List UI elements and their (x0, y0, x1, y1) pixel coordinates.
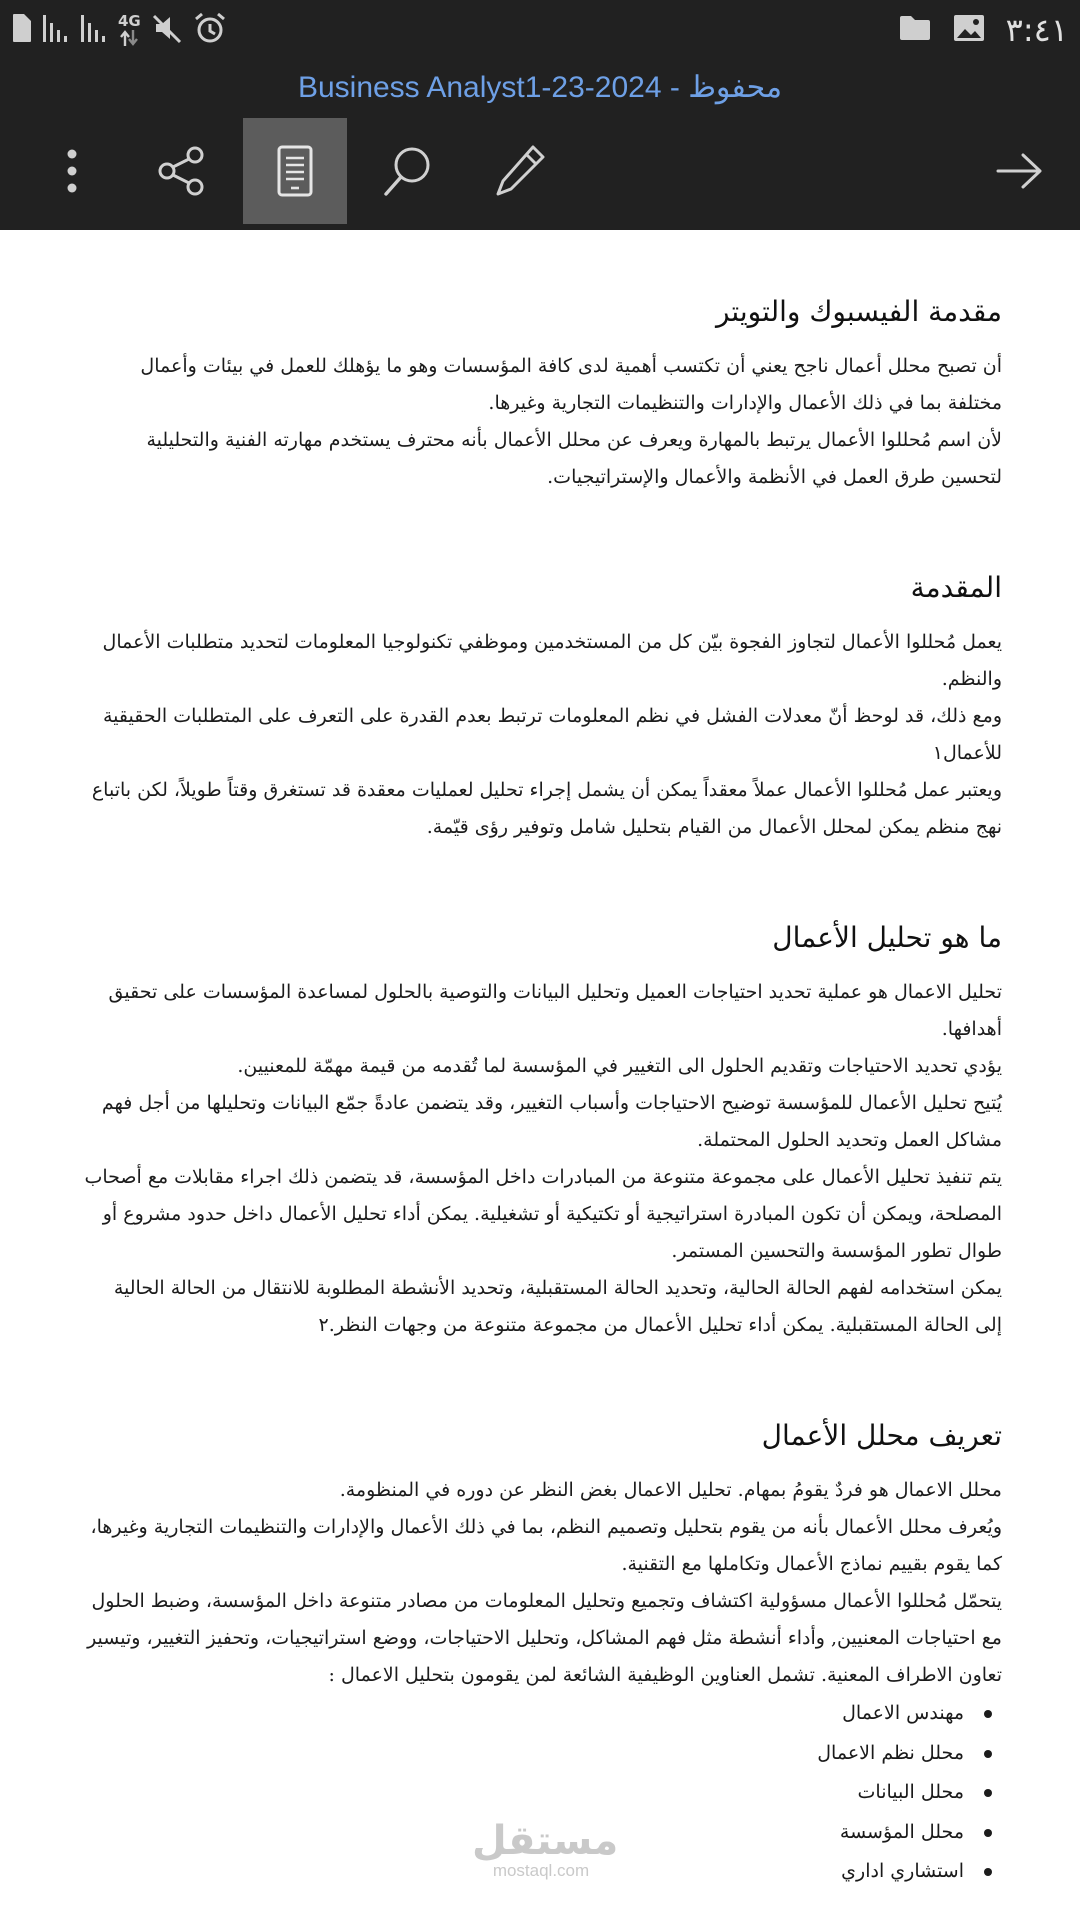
list-item: محلل المؤسسة (84, 1813, 964, 1853)
section-heading: مقدمة الفيسبوك والتويتر (715, 295, 1002, 328)
list-item: محلل البيانات (84, 1773, 964, 1813)
document-content (84, 292, 1002, 1920)
section-heading: ما هو تحليل الأعمال (772, 921, 1002, 954)
paragraph: يتم تنفيذ تحليل الأعمال على مجموعة متنوعة من المبادرات داخل المؤسسة، قد يتضمن ذلك اجراء مقابلات مع أصحاب المصلحة، ويمكن أن تكون المبادرة استراتيجية أو تكتيكية أو تشغيلية. يمكن أداء تحليل الأعمال داخل حدود مشروع أو طوال تطور المؤسسة والتحسين المستمر. (84, 1166, 1002, 1262)
section-introduction (84, 568, 1002, 846)
search-icon (380, 143, 436, 199)
document-title: Business Analyst1-23-2024 - محفوظ (297, 71, 783, 104)
document-view[interactable] (0, 230, 1080, 1920)
paragraph: لأن اسم مُحللوا الأعمال يرتبط بالمهارة ويعرف عن محلل الأعمال بأنه محترف يستخدم مهارته الفنية والتحليلية لتحسين طرق العمل في الأنظمة والأعمال والإستراتيجيات. (146, 429, 1002, 488)
watermark-logo (472, 1818, 619, 1880)
mute-icon (151, 12, 183, 48)
signal-icon (42, 13, 70, 47)
folder-icon (898, 14, 932, 46)
image-icon (952, 13, 986, 47)
signal-icon (80, 13, 108, 47)
more-icon (62, 146, 82, 196)
section-what-is-business-analysis (84, 918, 1002, 1344)
forward-button[interactable] (968, 118, 1072, 224)
status-time: ٣:٤١ (1005, 11, 1068, 49)
more-options-button[interactable] (20, 118, 124, 224)
alarm-icon (193, 11, 227, 49)
status-icons-right (898, 10, 1068, 50)
share-button[interactable] (129, 118, 233, 224)
paragraph: يُتيح تحليل الأعمال للمؤسسة توضيح الاحتياجات وأسباب التغيير، وقد يتضمن عادةً جمّع البيانات وتحليلها من أجل فهم مشاكل العمل وتحديد الحلول المحتملة. (101, 1092, 1002, 1151)
paragraph: يؤدي تحديد الاحتياجات وتقديم الحلول الى التغيير في المؤسسة لما تُقدمه من قيمة مهمّة للمعنيين. (237, 1055, 1002, 1077)
sim-icon (10, 13, 32, 47)
watermark-arabic: مستقل (472, 1818, 619, 1864)
paragraph: أن تصبح محلل أعمال ناجح يعني أن تكتسب أهمية لدى كافة المؤسسات وهو ما يؤهلك للعمل في بيئات وأعمال مختلفة بما في ذلك الأعمال والإدارات والتنظيمات التجارية وغيرها. (140, 355, 1002, 414)
reading-mode-icon (275, 144, 315, 198)
paragraph: تحليل الاعمال هو عملية تحديد احتياجات العميل وتحليل البيانات والتوصية بالحلول لمساعدة المؤسسات على تحقيق أهدافها. (108, 981, 1002, 1040)
paragraph: يمكن استخدامه لفهم الحالة الحالية، وتحديد الحالة المستقبلية، وتحديد الأنشطة المطلوبة للانتقال من الحالة الحالية إلى الحالة المستقبلية. يمكن أداء تحليل الأعمال من مجموعة متنوعة من وجهات النظر.٢ (113, 1277, 1002, 1336)
search-button[interactable] (356, 118, 460, 224)
watermark-latin: mostaql.com (492, 1861, 590, 1880)
share-icon (155, 145, 207, 197)
status-icons-left (10, 12, 227, 48)
paragraph: يتحمّل مُحللوا الأعمال مسؤولية اكتشاف وتجميع وتحليل المعلومات من مصادر متنوعة داخل المؤسسة، وضبط الحلول مع احتياجات المعنيين, وأداء أنشطة مثل فهم المشاكل، وتحليل الاحتياجات، ووضع استراتيجيات، وتحفيز التغيير، وتيسير تعاون الاطراف المعنية. تشمل العناوين الوظيفية الشائعة لمن يقومون بتحليل الاعمال : (87, 1590, 1002, 1686)
status-bar (0, 0, 1080, 60)
paragraph: ويعتبر عمل مُحللوا الأعمال عملاً معقداً يمكن أن يشمل إجراء تحليل لعمليات معقدة قد تستغرق وقتاً طويلاً، لكن باتباع نهج منظم يمكن لمحلل الأعمال من القيام بتحليل شامل وتوفير رؤى قيّمة. (91, 779, 1002, 838)
section-heading: المقدمة (910, 571, 1002, 604)
list-item: محلل نظم الاعمال (84, 1734, 964, 1774)
network-indicator (118, 11, 141, 47)
edit-button[interactable] (468, 118, 572, 224)
paragraph: ويُعرف محلل الأعمال بأنه من يقوم بتحليل وتصميم النظم، بما في ذلك الأعمال والإدارات والتنظيمات التجارية وغيرها، كما يقوم بقييم نماذج الأعمال وتكاملها مع التقنية. (90, 1516, 1002, 1575)
toolbar (0, 116, 1080, 230)
section-heading: تعريف محلل الأعمال (761, 1419, 1002, 1452)
forward-arrow-icon (995, 151, 1045, 191)
paragraph: يعمل مُحللوا الأعمال لتجاوز الفجوة بيّن كل من المستخدمين وموظفي تكنولوجيا المعلومات لتحديد متطلبات الأعمال والنظم. (102, 631, 1002, 690)
network-type-label: 4G (118, 11, 141, 30)
paragraph: ومع ذلك، قد لوحظ أنّ معدلات الفشل في نظم المعلومات ترتبط بعدم القدرة على التعرف على المتطلبات الحقيقية للأعمال١ (102, 705, 1002, 764)
title-bar (0, 60, 1080, 116)
list-item: استشاري اداري (84, 1852, 964, 1892)
data-arrows-icon (119, 29, 139, 47)
list-item: مهندس الاعمال (84, 1694, 964, 1734)
section-intro-social (84, 292, 1002, 496)
edit-icon (493, 143, 547, 199)
paragraph: محلل الاعمال هو فردٌ يقومُ بمهام. تحليل الاعمال بغض النظر عن دوره في المنظومة. (339, 1479, 1002, 1501)
reading-mode-button[interactable] (243, 118, 347, 224)
